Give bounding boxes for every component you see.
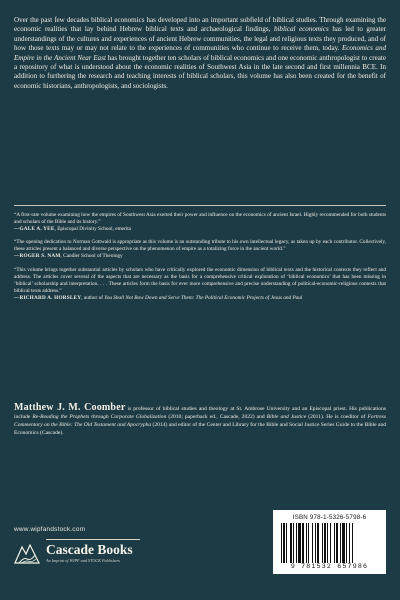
barcode-icon [281, 523, 378, 563]
cascade-logo-icon [14, 542, 40, 564]
reviewer-affiliation: , author of [81, 294, 105, 301]
endorsement [14, 239, 386, 260]
description-emphasis: biblical economics [273, 25, 329, 34]
bio-text: (2011). He is coeditor of [306, 414, 368, 421]
endorsement-attribution [14, 253, 386, 260]
bio-work-title: Re-Reading the Prophets through Corporate Globalization [32, 414, 167, 421]
book-description [14, 16, 386, 91]
endorsement-attribution [14, 295, 386, 302]
description-text: Over the past few decades biblical economics has developed into an important subfield of biblical studies. Through examining the economic realities that lay behind Hebrew biblical texts and archaeological findings, [14, 16, 386, 34]
endorsement-quote: “A first-rate volume examining how the empires of Southwest Asia exerted their power and influence on the economics of ancient Israel. Highly recommended for both students and scholars of the Bible and its history.” [14, 212, 386, 226]
reviewer-affiliation: , Episcopal Divinity School, emerita [54, 226, 131, 233]
bio-work-title: Bible and Justice [266, 414, 307, 421]
reviewer-work-title: You Shall Not Bow Down and Serve Them: The Political Economic Projects of Jesus and Paul [104, 294, 303, 301]
publisher-name: Cascade Books [46, 542, 133, 557]
reviewer-name: —ROGER S. NAM [14, 253, 61, 260]
reviewer-name: —GALE A. YEE [14, 226, 55, 233]
endorsements [14, 212, 386, 308]
endorsement-attribution [14, 226, 386, 233]
description-text: has brought together ten scholars of biblical economics and one economic anthropologist to create a repository of what is understood about the economic realities of Southwest Asia in the late second and first millennia BCE. In addition to furthering the research and teaching interests of biblical scholars, this volume has also been created for the benefit of economic historians, anthropologists, and sociologists. [14, 53, 386, 90]
reviewer-affiliation: , Candler School of Theology [60, 253, 123, 260]
publisher-website[interactable]: www.wipfandstock.com [14, 526, 86, 533]
bio-text: is professor of biblical studies and theology at St. Ambrose University and an Episcopal priest. His publications include [14, 406, 386, 421]
reviewer-name: —RICHARD A. HORSLEY [14, 294, 82, 301]
endorsement-quote: “This volume brings together substantial articles by scholars who have critically explored the economic dimension of biblical texts and the historical contexts they reflect and address. The articles cover several of the aspects that are necessary as the basis for a comprehensive critical exploration of ‘biblical economics’ that has been missing in ‘biblical’ scholarship and interpretation. . . . These articles form the basis for ever more comprehensive and precise understanding of political-economic-religious contexts that biblical texts address.” [14, 266, 386, 294]
bio-text: (2014) and editor of the Center and Library for the Bible and Social Justice Series Guide to the Bible and Economics (Cascade). [14, 422, 386, 437]
book-title-italic: Economics and Empire in the Ancient Near East [14, 44, 386, 62]
endorsement-quote: “The opening dedication to Norman Gottwald is appropriate as this volume is an outstanding tribute to his own intellectual legacy, as taken up by each contributor. Collectively, these articles present a balanced and diverse perspective on the phenomenon of empire as a totalizing force in the ancient world.” [14, 239, 386, 253]
barcode-block [273, 510, 386, 574]
endorsement [14, 267, 386, 302]
author-name: Matthew J. M. Coomber [14, 402, 126, 413]
bio-text: (2010; paperback ed., Cascade, 2022) and [166, 414, 267, 421]
endorsement [14, 212, 386, 233]
logo-rule [46, 539, 140, 540]
publisher-tagline: An Imprint of WIPF and STOCK Publishers [46, 558, 120, 563]
barcode-digits: 9 781532 657986 [290, 563, 369, 570]
description-text: has led to greater understandings of the cultures and experiences of ancient Hebrew communities, the legal and religious texts they produced, and of how those texts may or may not relate to the experiences of communities who continue to receive them, today. [14, 25, 386, 53]
publisher-logo [14, 539, 146, 569]
section-divider [14, 205, 386, 206]
author-bio [14, 404, 386, 437]
isbn-label: ISBN 978-1-5326-5798-6 [292, 514, 367, 521]
bio-work-title: Fortress Commentary on the Bible: The Old Testament and Apocrypha [14, 414, 386, 429]
